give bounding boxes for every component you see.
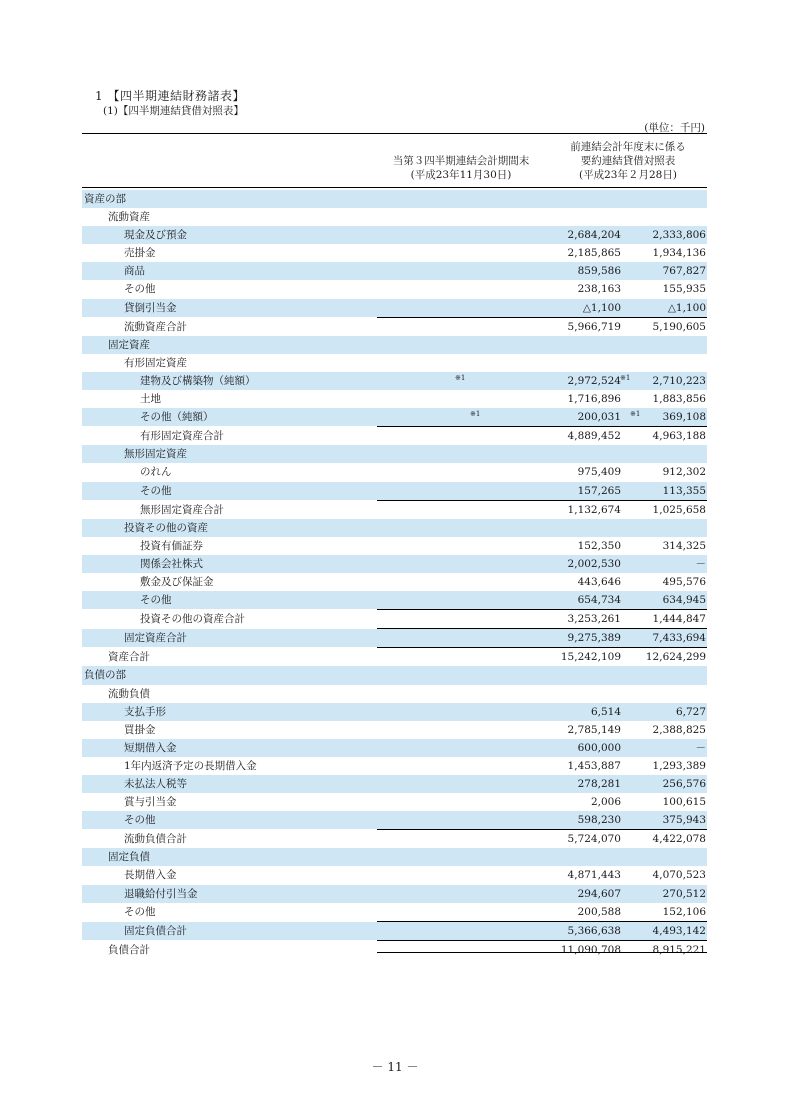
value-previous: 1,293,389 [652,759,706,772]
row-label: 無形固定資産合計 [140,503,224,516]
table-row [82,848,707,866]
column-header-previous-line3: (平成23年２月28日) [579,169,677,181]
value-current: 238,163 [577,283,621,296]
row-label: 投資有価証券 [140,539,203,552]
table-row [82,609,707,628]
row-label: 投資その他の資産合計 [140,613,245,626]
row-label: その他 [140,484,172,497]
table-row [82,537,707,555]
value-previous: 912,302 [662,466,706,479]
value-previous: 4,070,523 [652,869,706,882]
value-current: 4,889,452 [567,430,621,443]
column-header-current [378,154,544,182]
table-row [82,685,707,703]
table-row [82,208,707,226]
row-label: 流動負債 [108,687,150,700]
value-previous: 634,945 [662,594,706,607]
value-previous: 8,915,221 [652,943,706,956]
value-current: 654,734 [577,594,621,607]
table-title: (1)【四半期連結貸借対照表】 [103,105,244,117]
row-label: 無形固定資産 [124,448,187,461]
value-previous: 314,325 [662,539,706,552]
row-label: 流動資産合計 [124,320,187,333]
column-header-previous-line1: 前連結会計年度末に係る [570,141,686,153]
column-header-previous-line2: 要約連結貸借対照表 [580,155,676,167]
value-previous: 256,576 [662,778,706,790]
table-row [82,262,707,280]
value-current: 598,230 [577,814,621,827]
value-current: 5,366,638 [567,924,621,937]
table-row [82,940,707,959]
table-end-rule [377,952,707,953]
row-label: 貸倒引当金 [124,301,177,314]
value-current: 157,265 [577,484,621,497]
row-label: 未払法人税等 [124,778,187,790]
value-current: 152,350 [577,539,621,552]
row-label: 負債の部 [84,669,126,682]
total-rule-mask [82,500,377,501]
row-label: 流動負債合計 [124,833,187,846]
value-current: 2,785,149 [567,723,621,736]
table-row [82,354,707,372]
value-current: 1,716,896 [567,393,621,406]
value-current: △1,100 [582,301,621,314]
table-row [82,921,707,940]
value-previous: 1,934,136 [652,247,706,260]
table-row [82,426,707,445]
table-row [82,482,707,500]
table-row [82,775,707,793]
value-current: 1,132,674 [567,503,621,516]
table-row [82,903,707,921]
value-current: 859,586 [577,265,621,278]
table-row [82,739,707,757]
value-previous: 1,444,847 [652,613,706,626]
value-current: 1,453,887 [567,759,621,772]
row-label: 1年内返済予定の長期借入金 [124,759,257,772]
value-previous: 2,388,825 [652,723,706,736]
value-previous: － [695,557,706,570]
table-row [82,885,707,903]
value-current: 2,684,204 [567,229,621,242]
value-current: 11,090,708 [560,943,621,956]
row-label: 投資その他の資産 [124,521,208,534]
value-current: 2,006 [590,796,621,809]
value-previous: 12,624,299 [645,651,706,664]
column-header-current-line1: 当第３四半期連結会計期間末 [392,155,530,167]
section-heading: 1 【四半期連結財務諸表】 [95,89,245,103]
value-previous: 495,576 [662,575,706,588]
table-row [82,721,707,739]
table-row [82,445,707,463]
table-row [82,519,707,537]
header-bottom-rule [82,187,707,188]
value-current: 294,607 [577,887,621,900]
row-label: 固定資産合計 [124,632,187,645]
table-row [82,226,707,244]
value-previous: 2,710,223 [652,374,706,387]
value-previous: 4,493,142 [652,924,706,937]
table-row [82,628,707,647]
table-row [82,703,707,721]
table-row [82,555,707,573]
table-row [82,829,707,848]
value-current: 3,253,261 [567,613,621,626]
table-row [82,408,707,426]
table-row [82,591,707,609]
value-previous: 7,433,694 [652,632,706,645]
table-row [82,866,707,884]
value-previous: △1,100 [667,301,706,314]
row-label: 負債合計 [108,943,150,956]
note-mark-previous: ※1 [620,373,631,382]
value-previous: 6,727 [675,705,706,718]
table-row [82,793,707,811]
value-previous: 5,190,605 [652,320,706,333]
row-label: 関係会社株式 [140,557,203,570]
table-row [82,390,707,408]
table-row [82,463,707,481]
row-label: 固定資産 [108,338,150,351]
value-current: 975,409 [577,466,621,479]
table-row [82,244,707,262]
table-row [82,647,707,666]
value-current: 200,031 [577,411,621,424]
value-current: 200,588 [577,905,621,918]
value-previous: 1,883,856 [652,393,706,406]
row-label: 買掛金 [124,723,156,736]
row-label: 土地 [140,393,161,406]
value-current: 443,646 [577,575,621,588]
value-previous: 375,943 [662,814,706,827]
value-previous: 152,106 [662,905,706,918]
row-label: その他 [124,905,156,918]
header-top-rule [82,133,707,134]
row-label: 固定負債 [108,851,150,864]
total-rule-mask [82,426,377,427]
table-row [82,573,707,591]
row-label: 長期借入金 [124,869,177,882]
value-previous: － [695,741,706,754]
table-row [82,757,707,775]
value-previous: 767,827 [662,265,706,278]
table-row [82,280,707,298]
row-label: その他 [124,814,156,827]
value-current: 2,185,865 [567,247,621,260]
row-label: 退職給付引当金 [124,887,198,900]
balance-sheet-table [82,190,707,959]
table-row [82,500,707,519]
note-mark-current: ※1 [455,373,466,382]
row-label: 資産合計 [108,651,150,664]
value-current: 15,242,109 [560,651,621,664]
value-current: 278,281 [577,778,621,790]
row-label: その他 [124,283,156,296]
row-label: その他 [140,594,172,607]
row-label: 固定負債合計 [124,924,187,937]
table-row [82,190,707,208]
row-label: 敷金及び保証金 [140,575,214,588]
row-label: その他（純額） [140,411,214,424]
value-previous: 369,108 [662,411,706,424]
table-row [82,811,707,829]
value-previous: 113,355 [662,484,706,497]
value-current: 2,972,524 [567,374,621,387]
row-label: 商品 [124,265,145,278]
row-label: のれん [140,466,172,479]
value-previous: 4,422,078 [652,833,706,846]
value-current: 6,514 [590,705,621,718]
value-previous: 155,935 [662,283,706,296]
value-previous: 100,615 [662,796,706,809]
note-mark-current: ※1 [470,410,481,419]
note-mark-previous: ※1 [630,410,641,419]
value-current: 600,000 [577,741,621,754]
value-previous: 270,512 [662,887,706,900]
value-current: 4,871,443 [567,869,621,882]
table-row [82,372,707,390]
row-label: 賞与引当金 [124,796,177,809]
row-label: 建物及び構築物（純額） [140,374,256,387]
value-previous: 4,963,188 [652,430,706,443]
row-label: 資産の部 [84,193,126,205]
column-header-previous [548,140,708,182]
value-current: 2,002,530 [567,557,621,570]
table-row [82,317,707,336]
value-current: 9,275,389 [567,632,621,645]
row-label: 支払手形 [124,705,166,718]
row-label: 短期借入金 [124,741,177,754]
page-number: － 11 － [371,1060,419,1074]
row-label: 売掛金 [124,247,156,260]
value-previous: 2,333,806 [652,229,706,242]
column-header-current-line2: (平成23年11月30日) [410,169,512,181]
table-row [82,299,707,317]
table-row [82,666,707,684]
row-label: 流動資産 [108,211,150,224]
value-current: 5,724,070 [567,833,621,846]
row-label: 有形固定資産合計 [140,430,224,443]
value-previous: 1,025,658 [652,503,706,516]
row-label: 有形固定資産 [124,356,187,369]
value-current: 5,966,719 [567,320,621,333]
table-row [82,336,707,354]
row-label: 現金及び預金 [124,229,187,242]
unit-label: (単位：千円) [644,122,705,134]
